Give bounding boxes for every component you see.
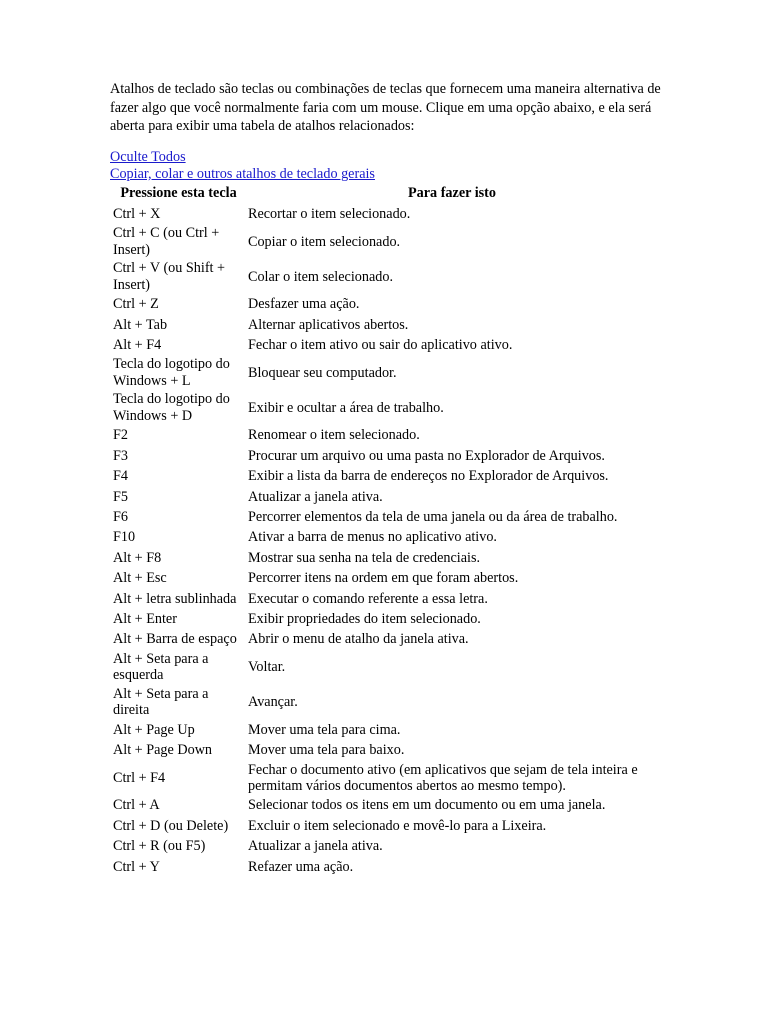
shortcut-action: Voltar. — [248, 659, 286, 675]
table-body — [112, 205, 657, 876]
shortcut-action: Desfazer uma ação. — [248, 296, 360, 313]
table-row — [112, 528, 657, 546]
link-group — [110, 149, 768, 184]
shortcut-action: Abrir o menu de atalho da janela ativa. — [248, 631, 469, 648]
table-row — [112, 467, 657, 485]
shortcut-action: Renomear o item selecionado. — [248, 427, 420, 444]
shortcut-action: Exibir e ocultar a área de trabalho. — [248, 399, 444, 416]
shortcut-key: Ctrl + V (ou Shift + Insert) — [113, 260, 226, 293]
shortcut-key: Ctrl + D (ou Delete) — [113, 817, 229, 834]
shortcut-key: Alt + Esc — [113, 570, 167, 587]
table-row — [112, 426, 657, 444]
shortcut-key: F3 — [113, 447, 128, 464]
table-row — [112, 797, 657, 815]
shortcut-action: Atualizar a janela ativa. — [248, 488, 383, 505]
shortcut-action: Bloquear seu computador. — [248, 364, 397, 381]
shortcut-action: Fechar o item ativo ou sair do aplicativo ativo. — [248, 337, 513, 353]
shortcut-action: Procurar um arquivo ou uma pasta no Explorador de Arquivos. — [248, 447, 605, 464]
table-row — [112, 336, 657, 354]
shortcut-key: Ctrl + C (ou Ctrl + Insert) — [113, 225, 220, 258]
shortcut-key: Ctrl + F4 — [113, 769, 166, 786]
table-row — [112, 630, 657, 648]
shortcut-action: Ativar a barra de menus no aplicativo ativo. — [248, 529, 497, 546]
shortcut-key: Alt + F4 — [113, 337, 162, 353]
header-action: Para fazer isto — [408, 185, 496, 202]
shortcut-key: Ctrl + Y — [113, 858, 160, 875]
section-link-general-shortcuts[interactable]: Copiar, colar e outros atalhos de teclado gerais — [110, 166, 375, 182]
shortcut-action: Executar o comando referente a essa letra. — [248, 590, 488, 607]
hide-all-link[interactable]: Oculte Todos — [110, 148, 186, 165]
table-row — [112, 488, 657, 506]
table-row — [112, 205, 657, 223]
table-row — [112, 391, 657, 424]
table-row — [112, 590, 657, 608]
shortcut-key: Alt + Enter — [113, 610, 177, 627]
shortcut-key: F5 — [113, 488, 128, 505]
shortcut-action: Percorrer elementos da tela de uma janela ou da área de trabalho. — [248, 508, 618, 525]
shortcut-key: Alt + Seta para a direita — [113, 685, 209, 719]
shortcut-action: Exibir propriedades do item selecionado. — [248, 610, 481, 627]
table-row — [112, 225, 657, 258]
table-row — [112, 447, 657, 465]
shortcut-key: F10 — [113, 529, 136, 546]
intro-paragraph: Atalhos de teclado são teclas ou combinações de teclas que fornecem uma maneira alternativa de fazer algo que você normalmente faria com um mouse. Clique em uma opção abaixo, e ela será aberta para exibir uma tabela de atalhos relacionados: — [110, 81, 661, 134]
shortcut-key: Alt + letra sublinhada — [113, 590, 237, 607]
shortcut-action: Avançar. — [248, 694, 298, 710]
shortcut-action: Mover uma tela para cima. — [248, 721, 401, 738]
table-row — [112, 721, 657, 739]
shortcut-key: Alt + Tab — [113, 316, 168, 333]
shortcut-action: Colar o item selecionado. — [248, 268, 393, 285]
shortcut-action: Atualizar a janela ativa. — [248, 838, 383, 855]
table-row — [112, 762, 657, 795]
table-header-row — [112, 185, 657, 203]
shortcut-key: Tecla do logotipo do Windows + D — [113, 391, 230, 424]
table-row — [112, 610, 657, 628]
shortcut-key: Ctrl + Z — [113, 296, 159, 313]
table-row — [112, 316, 657, 334]
table-row — [112, 508, 657, 526]
shortcut-key: Ctrl + R (ou F5) — [113, 838, 206, 855]
shortcut-key: Alt + Barra de espaço — [113, 631, 237, 648]
shortcut-key: F2 — [113, 427, 128, 444]
shortcut-key: Alt + F8 — [113, 549, 162, 566]
shortcut-action: Recortar o item selecionado. — [248, 205, 411, 222]
header-key: Pressione esta tecla — [120, 185, 237, 202]
table-row — [112, 295, 657, 313]
shortcut-action: Mostrar sua senha na tela de credenciais. — [248, 549, 481, 566]
shortcut-action: Alternar aplicativos abertos. — [248, 316, 409, 333]
table-row — [112, 356, 657, 389]
table-row — [112, 651, 657, 684]
shortcut-key: Alt + Page Up — [113, 721, 195, 738]
table-row — [112, 741, 657, 759]
shortcut-action: Mover uma tela para baixo. — [248, 742, 405, 759]
shortcut-key: Alt + Seta para a esquerda — [113, 650, 209, 684]
table-row — [112, 260, 657, 293]
shortcut-key: Ctrl + X — [113, 205, 161, 222]
table-row — [112, 686, 657, 719]
shortcut-key: Tecla do logotipo do Windows + L — [113, 356, 230, 389]
shortcut-action: Exibir a lista da barra de endereços no Explorador de Arquivos. — [248, 468, 609, 485]
shortcut-action: Selecionar todos os itens em um documento ou em uma janela. — [248, 797, 606, 814]
table-row — [112, 569, 657, 587]
shortcut-key: Alt + Page Down — [113, 742, 213, 759]
shortcut-key: F4 — [113, 468, 128, 485]
shortcut-action: Excluir o item selecionado e movê-lo para a Lixeira. — [248, 817, 547, 834]
shortcut-action: Percorrer itens na ordem em que foram abertos. — [248, 570, 519, 587]
shortcuts-table — [110, 183, 659, 879]
shortcut-key: F6 — [113, 508, 128, 525]
table-row — [112, 549, 657, 567]
table-row — [112, 837, 657, 855]
table-row — [112, 858, 657, 876]
shortcut-key: Ctrl + A — [113, 797, 160, 814]
shortcut-action: Copiar o item selecionado. — [248, 233, 401, 250]
shortcut-action: Fechar o documento ativo (em aplicativos que sejam de tela inteira e permitam vários documentos abertos ao mesmo tempo). — [248, 761, 638, 795]
table-row — [112, 817, 657, 835]
shortcut-action: Refazer uma ação. — [248, 858, 354, 875]
